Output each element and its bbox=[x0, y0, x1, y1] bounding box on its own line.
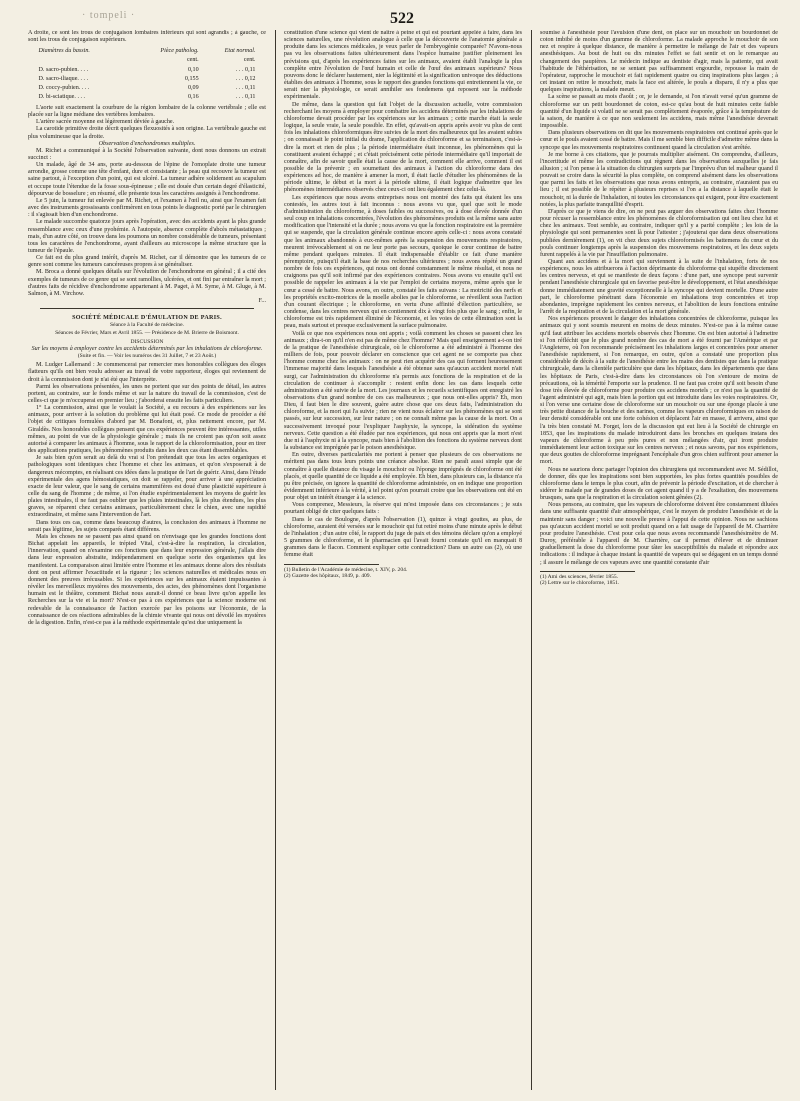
newspaper-page bbox=[22, 0, 782, 1101]
table-header-row bbox=[38, 47, 257, 56]
paragraph: Nous ne saurions donc partager l'opinion des chirurgiens qui recommandent avec M. Sédillot, de donner, dès que les inspirations sont bien supportées, les plus fortes quantités possibles de chloroforme dans le temps le plus court, afin de prévenir la période d'excitation, et de chercher à sidérer le malade par de grandes doses de cet agent quand il y a de l'exaltation, des mouvemens brusques, sans que la respiration et la circulation soient gênées (2). bbox=[540, 466, 778, 502]
table-row bbox=[38, 75, 257, 84]
table-cell: 0,16 bbox=[187, 93, 199, 100]
paragraph: 1° La commission, ainsi que le voulait la Société, a eu recours à des expériences sur les animaux, pour arriver à la solution du problème qui lui était posé. Ce mode de procéder a été l'objet de critiques formulées d'abord par M. Bonafont, et, plus nettement encore, par M. Giraldès. Nos honorables collègues pensent que ces expériences peuvent être intéressantes, utiles mêmes, au point de vue de la physiologie générale ; mais ils ne croient pas qu'on soit assez autorisé à comparer les animaux à l'homme, sous le rapport de la chloroformisation, pour en tirer des applications pratiques, les phénomènes produits dans les deux cas étant dissemblables. bbox=[28, 405, 266, 455]
paragraph: M. Broca a donné quelques détails sur l'évolution de l'enchondrome en général ; il a cité des exemples de tumeurs de ce genre qui se sont ramollies, ulcérées, et ont fini par entraîner la mort ; d'autres faits de récidive d'enchondrome appartenant à M. Paget, à M. Syme, à M. Gluge, à M. Salmon, à M. Virchow. bbox=[28, 269, 266, 297]
discussion-heading: DISCUSSION bbox=[130, 338, 164, 345]
footnote-rule bbox=[540, 571, 635, 572]
table-cell: . . . 0,11 bbox=[235, 84, 256, 91]
table-cell: D. coccy-pubien. . . . bbox=[38, 84, 90, 91]
paragraph: constitution d'une science qui vient de naître à peine et qui est pourtant appelée à faire, dans les sciences naturelles, une révolution analogue à celle que la découverte de l'anatomie générale a produite dans les sciences médicales, je veux parler de l'embryogénie comparée? N'avons-nous pas vu les observations faites ultérieurement dans l'espèce humaine justifier pleinement les prévisions qui, d'après les expériences faites sur les animaux, avaient établi l'analogie la plus complète entre l'évolution de l'œuf humain et celle de l'œuf des animaux supérieurs? Nous pouvons donc le déclarer hautement, nier la légitimité et la signification univoque des déductions établies des animaux à l'homme, sous le rapport des grandes fonctions qui entretiennent la vie, ce serait nier la physiologie, ce serait annihiler ses fondemens qui reposent sur la méthode expérimentale. bbox=[284, 30, 522, 101]
paragraph: D'après ce que je viens de dire, on ne peut pas arguer des observations faites chez l'homme pour récuser la ressemblance entre les phénomènes de chloroformisation qui ont lieu chez lui et chez les animaux. Tout semble, au contraire, indiquer qu'il y a parité complète ; les lois de la physiologie qui sont permanentes sont là pour l'attester ; j'ajouterai que dans deux observations publiées dernièrement (1), on vit chez deux sujets chloroformisés les battemens du cœur et du pouls continuer longtemps après la suspension des mouvemens respiratoires, et les deux sujets furent rappelés à la vie par l'insufflation pulmonaire. bbox=[540, 208, 778, 258]
discussion-note: (Suite et fin. — Voir les numéros des 31 Juillet, 7 et 23 Août.) bbox=[77, 353, 217, 360]
paragraph: M. Richet a communiqué à la Société l'observation suivante, dont nous donnons un extrait succinct : bbox=[28, 147, 266, 161]
paragraph: Le malade succombe quatorze jours après l'opération, avec des accidents ayant la plus grande ressemblance avec ceux d'une pyohémie. A l'autopsie, absence complète d'abcès métastatiques ; mais, d'un autre côté, on trouve dans les poumons un nombre considérable de tumeurs, présentant tous les caractères de l'enchondrome, ayant d'ailleurs au microscope la même structure que la tumeur de l'épaule. bbox=[28, 219, 266, 254]
table-row bbox=[38, 93, 257, 102]
paragraph: Dans tous ces cas, comme dans beaucoup d'autres, la conclusion des animaux à l'homme ne serait pas légitime, les sujets comparés étant différens. bbox=[28, 519, 266, 533]
table-cell: cent. bbox=[186, 57, 199, 64]
discussion-subject: Sur les moyens à employer contre les accidents déterminés par les inhalations de chloroforme. bbox=[31, 345, 263, 352]
paragraph: La scène se passait au mois d'août ; or, je le demande, si l'on n'avait versé qu'un gramme de chloroforme sur un petit bourdonnet de coton, est-ce qu'au bout de huit minutes cette faible quantité d'un liquide si volatil ne se serait pas complètement évaporée, grâce à la température de la saison, de manière à ce que non seulement les accidens, mais même l'anesthésie devenait impossible. bbox=[540, 94, 778, 130]
table-header-cell: Pièce patholog. bbox=[160, 48, 199, 55]
table-cell: 0,10 bbox=[187, 66, 199, 73]
society-title: SOCIÉTÉ MÉDICALE D'ÉMULATION DE PARIS. bbox=[72, 315, 222, 322]
session-place: Séance à la Faculté de médecine. bbox=[110, 322, 184, 329]
paragraph: Les expériences que nous avons entreprises nous ont montré des faits qui étaient les uns contestés, les autres tout à fait inconnus : nous avons vu que, quel que soit le mode d'administration du chloroforme, à doses faibles ou successives, ou à dose élevée donnée d'un seul coup en inhalations concentrées, l'évolution des phénomènes produits est la même sans autre modification que l'intensité et la durée ; nous avons vu que la fonction respiratoire est la première qui se suspende, que la circulation générale continue encore après celle-ci : nous avons constaté que les animaux abandonnés à eux-mêmes après la suspension des mouvements respiratoires, meurent irrévocablement si on ne leur porte pas secours, quoique le cœur continue de battre même pendant quelques minutes. Il était indispensable d'établir ce fait d'une manière péremptoire, puisqu'il était la base de nos recherches ultérieures ; nous avons répété un grand nombre de fois ces expériences, qui nous ont donné constamment le même résultat, et nous ne craignons pas qu'il soit infirmé par des expériences contraires. Nous avons vu ensuite qu'il est possible de rappeler les animaux à la vie par l'emploi de certains moyens, même après que le cœur a cessé de battre. Nous avons, en outre, constaté les faits suivans : La motricité des nerfs et les propriétés excito-motrices de la moelle abolies par le chloroforme, se réveillent sous l'action d'un courant électrique ; le chloroforme, en vertu d'une affinité d'élection particulière, se condense, dans les centres nerveux qui en contiennent dix à vingt fois plus que le sang ; enfin, le chloroforme est très rapidement éliminé de l'économie, et les voies de cette élimination sont la peau, mais surtout et presque exclusivement la surface pulmonaire. bbox=[284, 194, 522, 330]
footnote: (2) Lettre sur le chloroforme, 1851. bbox=[540, 580, 620, 587]
column-1 bbox=[28, 30, 266, 1090]
paragraph: Le 5 juin, la tumeur fut enlevée par M. Richet, et l'examen à l'œil nu, ainsi que l'examen fait avec des instruments grossissants confirmèrent en tous points le diagnostic porté par le chirurgien : il s'agissait bien d'un enchondrome. bbox=[28, 197, 266, 219]
paragraph: En outre, diverses particularités me portent à penser que plusieurs de ces observations ne méritent pas dans tous leurs points une créance absolue. Rien ne paraît aussi simple que de connaître à quelle distance du visage le mouchoir ou l'éponge imprégnés de chloroforme ont été placés, et quelle quantité de ce liquide a été employée. Eh bien, dans plusieurs cas, la distance n'a pu être précisée, on ignore la quantité de chloroforme administrée, on en indique une proportion évidemment inférieure à la vérité, à tel point qu'on pourrait croire que les observations ont été en pour objet un intérêt étranger à la science. bbox=[284, 452, 522, 502]
table-cell: 0,09 bbox=[187, 84, 199, 91]
table-cell: 0,155 bbox=[184, 75, 199, 82]
footnote: (1) Ami des sciences, février 1855. bbox=[540, 573, 619, 580]
table-cell: . . . 0,11 bbox=[235, 93, 256, 100]
column-3 bbox=[540, 30, 778, 1090]
column-divider bbox=[275, 30, 276, 1090]
table-cell: . . . 0,12 bbox=[235, 75, 256, 82]
section-divider bbox=[40, 308, 254, 312]
table-units-row bbox=[38, 56, 257, 65]
paragraph: Dans le cas de Boulogne, d'après l'observation (1), quinze à vingt gouttes, au plus, de chloroforme, auraient été versées sur le mouchoir qui fut retiré moins d'une minute après le début de l'inhalation ; d'un autre côté, le rapport du juge de paix et des témoins déclare qu'on a employé 5 grammes de chloroforme, et le pharmacien qui l'avait fourni constate qu'il en manquait 8 grammes dans le flacon. Comment expliquer cette contradiction? Dans un autre cas (2), où une femme était bbox=[284, 516, 522, 559]
paragraph: Nous pensons, au contraire, que les vapeurs de chloroforme doivent être constamment diluées dans une suffisante quantité d'air atmosphérique, c'est le moyen de produire l'anesthésie et de la maintenir sans danger ; voici une nouvelle preuve à l'appui de cette opinion. Nous ne sachions pas qu'aucun accident mortel se soit produit quand on a fait usage de l'appareil de M. Charrière pour produire l'anesthésie. C'est pour cela que nous avons recommandé l'anesthésimètre de M. Duroy, préférable à l'appareil de M. Charrière, car il permet d'élever et de diminuer graduellement la dose du chloroforme pour tâter les susceptibilités du malade et répondre aux indications : il indique à chaque instant la quantité de vapeurs qui se dégagent en un temps donné ; il assure le mélange de ces vapeurs avec une quantité constante d'air bbox=[540, 502, 778, 566]
page-number: 522 bbox=[390, 10, 414, 27]
table-header-cell: Etat normal. bbox=[224, 48, 256, 55]
session-dates: Séances de Février, Mars et Avril 1855. — Présidence de M. Brierre de Boismont. bbox=[55, 329, 239, 336]
column-2 bbox=[284, 30, 522, 1090]
paragraph: Voilà ce que nos expériences nous ont appris ; voilà comment les choses se passent chez les animaux ; dira-t-on qu'il n'en est pas de même chez l'homme? Mais quel enseignement a-t-on tiré de la pratique de l'anesthésie chirurgicale, où le chloroforme a été administré à l'homme des milliers de fois, pour pouvoir déclarer en conscience que cet agent ne se comporte pas chez l'homme comme chez les animaux : on ne peut rien acquérir des cas qui forment heureusement l'immense majorité dans lesquels l'anesthésie a été obtenue sans qu'aucun accident mortel n'ait surgi, car l'administration du chloroforme n'a permis aux fonctions de la respiration et de la circulation de continuer à s'accomplir : restent enfin donc les cas dans lesquels cette administration a été suivie de la mort. Les journaux et les recueils scientifiques ont enregistré les observations d'un grand nombre de ces cas malheureux ; que nous ont-elles appris? Eh, mon Dieu, il faut bien le dire souvent, guère autre chose que ces deux faits, l'administration du chloroforme, et la mort qui l'a suivie ; rien ne vient nous éclairer sur les phénomènes qui se sont passés, sur leur succession, sur leur nature ; on ne connaît même pas la cause de la mort. On a successivement invoqué pour l'expliquer l'asphyxie, la syncope, la sidération du système nerveux. Cette question a été éludée par nos expériences, qui nous ont appris que la mort n'est due ni à l'asphyxie ni à la syncope, mais bien à l'abolition des fonctions du système nerveux dont la substance est imprégnée par le poison anesthésique. bbox=[284, 330, 522, 452]
table-row bbox=[38, 84, 257, 93]
table-header-cell: Diamètres du bassin. bbox=[38, 48, 90, 55]
table-cell: cent. bbox=[243, 57, 256, 64]
signature: F... bbox=[258, 298, 266, 305]
paragraph: La carotide primitive droite décrit quelques flexuosités à son origine. La vertébrale gauche est plus volumineuse que la droite. bbox=[28, 126, 266, 140]
footnote: (1) Bulletin de l'Académie de médecine, t. XIV, p. 204. bbox=[284, 566, 408, 573]
table-cell: D. sacro-iliaque. . . . bbox=[38, 75, 89, 82]
observation-title: Observation d'enchondromes multiples. bbox=[98, 140, 196, 147]
faded-mark: · tompeli · bbox=[82, 10, 136, 21]
paragraph: Mais les choses ne se passent pas ainsi quand on n'envisage que les grandes fonctions dont Bichat appelait les appareils, le trépied Vital, c'est-à-dire la respiration, la circulation, l'innervation, quand on n'examine ces fonctions que dans leur expression générale, j'allais dire dans leur expression abstraite, indépendamment en quelque sorte des organismes qui les manifestent. La comparaison ainsi limitée entre l'homme et les animaux donne alors des résultats dont on peut affirmer l'exactitude et la rigueur ; les sciences naturelles et médicales nous en donnent des preuves irrécusables. Si les expériences sur les animaux étaient impuissantes à révéler les merveilleux mystères des mouvements, des actes, des phénomènes dont l'organisme humain est le théâtre, comment Bichat nous aurait-il donné ce beau livre qu'on appelle les Recherches sur la vie et la mort? N'est-ce pas à ces expériences que la science moderne est redevable de la connaissance de l'action exercée par les poisons sur l'économie, de la connaissance de ces réactions admirables de la chimie vivante qui nous ont dévoilé les mystères de la digestion. Enfin, n'est-ce pas à la méthode expérimentale qu'est due uniquement la bbox=[28, 533, 266, 626]
column-divider bbox=[531, 30, 532, 1090]
paragraph: Parmi les observations présentées, les unes ne portent que sur des points de détail, les autres portent, au contraire, sur le fonds même et sur la nature du travail de la commission, c'est de celles-ci que je m'occuperai en premier lieu ; j'aborderai ensuite les faits particuliers. bbox=[28, 383, 266, 404]
pelvis-diameters-table bbox=[38, 47, 257, 102]
paragraph: L'artère sacrée moyenne est légèrement déviée à gauche. bbox=[36, 119, 175, 126]
paragraph: Vous comprenez, Messieurs, la réserve qui m'est imposée dans ces circonstances ; je suis pourtant obligé de citer quelques faits : bbox=[284, 502, 522, 516]
paragraph: De même, dans la question qui fait l'objet de la discussion actuelle, votre commission recherchant les moyens à employer pour combattre les accidens déterminés par les inhalations de chloroforme devait procéder par les expériences sur les animaux ; cette marche était la seule logique, la seule vraie, la seule possible. En effet, qu'avait-on appris après avoir vu plus de cent fois les inhalations chloroformiques être suivies de la mort des malheureux qui les avaient subies ; on connaissait le point initial du drame, l'application du chloroforme et sa terminaison, c'est-à-dire la mort et rien de plus ; la période intermédiaire était inconnue, les phénomènes qui la constituent avaient échappé ; et c'était précisément cette période intermédiaire qu'il importait de connaître, afin de savoir quelle était la cause de la mort, comment elle arrive, comment il est possible de la prévenir ; en soumettant des animaux à l'action du chloroforme dans des expériences ad hoc, de manière à amener la mort, il était facile d'étudier les phénomènes de la période ultime, le début et la mort à la période ultime, il était logique d'admettre que les phénomènes intermédiaires observés chez ceux-ci ont lieu également chez celui-là. bbox=[284, 101, 522, 194]
table-cell bbox=[38, 56, 130, 65]
table-cell: D. bi-sciatique. . . . bbox=[38, 93, 86, 100]
table-cell: D. sacro-pubien. . . . bbox=[38, 66, 89, 73]
paragraph: Dans plusieurs observations on dit que les mouvements respiratoires ont continué après que le cœur et le pouls avaient cessé de battre. Mais il me semble bien difficile d'admettre même dans la syncope que les mouvements respiratoires continuent quand la circulation s'est arrêtée. bbox=[540, 130, 778, 151]
page-header bbox=[22, 10, 782, 30]
table-row bbox=[38, 66, 257, 75]
paragraph: Ce fait est du plus grand intérêt, d'après M. Richet, car il démontre que les tumeurs de ce genre sont comme les tumeurs cancéreuses propres à se généraliser. bbox=[28, 255, 266, 269]
paragraph: L'aorte suit exactement la courbure de la région lombaire de la colonne vertébrale ; elle est placée sur la ligne médiane des vertèbres lombaires. bbox=[28, 104, 266, 119]
paragraph: Quant aux accidens et à la mort qui surviennent à la suite de l'inhalation, forts de nos expériences, nous les attribuerons à l'action déprimante du chloroforme qui stupéfie directement les centres nerveux, et qui se manifeste de deux façons : d'une part, une syncope peut survenir pendant l'anesthésie chirurgicale qui en favorise peut-être le développement, et l'état anesthésique donne immédiatement une gravité exceptionnelle à la syncope qui devient mortelle. D'une autre part, le chloroforme pénétrant dans l'économie en inhalations trop concentrées et trop abondantes, imprègne rapidement les centres nerveux, et l'abolition de leurs fonctions entraîne l'arrêt de la respiration et de la circulation et la mort générale. bbox=[540, 259, 778, 316]
paragraph: Nos expériences prouvent le danger des inhalations concentrées de chloroforme, puisque les animaux qui y sont soumis meurent en moins de deux minutes. N'est-ce pas à la même cause qu'il faut attribuer les accidens mortels observés chez l'homme. On est bien autorisé à l'admettre si l'on réfléchit que le plus grand nombre des cas de mort a été fourni par l'Amérique et par l'Angleterre, où l'on recommande précisément les inhalations larges et concentrées pour amener l'anesthésie rapidement, si l'on remarque, en outre, qu'on a constaté une proportion plus considérable de décès à la suite de l'anesthésie entre les mains des dentistes que dans la pratique chirurgicale, dans la clientèle particulière que dans les hôpitaux, dans les départements que dans les hôpitaux de Paris, c'est-à-dire dans les circonstances où l'on s'entoure de moins de précautions, où la témérité l'emporte sur la prudence. Il ne faut pas croire qu'il soit besoin d'une dose très élevée de chloroforme pour produire ces accidens mortels ; ce n'est pas la quantité de l'agent administré qui agit, mais bien la portion qui est introduite dans les voies respiratoires. Or, si l'on verse une certaine dose de chloroforme sur un mouchoir ou sur une éponge placée à une très petite distance de la bouche et des narines, comme les vapeurs chloroformiques en raison de leur densité considérable ont une forte cohésion et déplacent l'air en masse, il arrivera, ainsi que l'a très bien constaté M. Forget, lors de la discussion qui eut lieu à la Société de chirurgie en 1853, que les inspirations du malade introduiront dans les bronches en quelques instans des vapeurs de chloroforme à peu près pures et non mélangées d'air, qui iront produire immédiatement leur action toxique sur les centres nerveux ; et nous savons, par nos expériences, que deux gouttes de chloroforme imprégnant l'encéphale d'un gros chien suffiront pour amener la mort. bbox=[540, 316, 778, 466]
footnote: (2) Gazette des hôpitaux, 1849, p. 409. bbox=[284, 573, 371, 580]
paragraph: Je sais bien qu'on serait au delà du vrai si l'on prétendait que tous les actes organiques et pathologiques sont identiques chez l'homme et chez les animaux, et qu'on s'exposerait à de dangereux mécomptes, en réalisant ces idées dans la pratique de l'art de guérir. Ainsi, dans l'étude expérimentale des agens hémostatiques, on doit se rappeler, pour arriver à une appréciation exacte de leur valeur, que le sang de certains mammifères est doué d'une plasticité supérieure à celle du sang de l'homme ; de même, si l'on étudie expérimentalement les moyens de guérir les plaies intestinales, il ne faut pas oublier que les plaies intestinales, là les plus étendues, les plus graves, se réparent chez certains animaux, particulièrement chez le chien, avec une rapidité extraordinaire, et même sans l'intervention de l'art. bbox=[28, 455, 266, 519]
paragraph: Je me borne à ces citations, que je pourrais multiplier aisément. On comprendra, d'ailleurs, l'incertitude et même les contradictions qui règnent dans les observations auxquelles je fais allusion ; si l'on pense à la situation du chirurgien surpris par l'imprévu d'un tel malheur quand il pouvait se croire dans la sécurité la plus complète, on comprend aisément dans les observations que parmi les faits et les observations que nous avons entrepris, au contraire, n'auraient pas eu lieu ; il est possible de le répéter à plusieurs reprises si l'on a la distance à laquelle était le mouchoir, ni la durée de l'inhalation, ni toutes les circonstances qui exigent, pour être exactement notées, la plus parfaite tranquillité d'esprit. bbox=[540, 151, 778, 208]
table-cell: . . . 0,11 bbox=[235, 66, 256, 73]
paragraph: Un malade, âgé de 34 ans, porte au-dessous de l'épine de l'omoplate droite une tumeur arrondie, grosse comme une tête d'enfant, dure et consistante ; la peau qui recouvre la tumeur est saine partout, à l'exception d'un point, qui est ulcéré. La tumeur adhère solidement au scapulum et occupe toute l'étendue de la fosse sous-épineuse ; elle est douée d'un certain degré d'élasticité, dépourvue de bosselure ; en résumé, elle présente tous les caractères assignés à l'enchondrome. bbox=[28, 162, 266, 197]
paragraph: M. Ludger Lallemand : Je commencerai par remercier mes honorables collègues des éloges flatteurs qu'ils ont bien voulu adresser au travail de votre rapporteur, éloges qui reviennent de droit à la commission dont je n'ai été que l'interprète. bbox=[28, 362, 266, 383]
paragraph: soumise à l'anesthésie pour l'avulsion d'une dent, on place sur un mouchoir un bourdonnet de coton imbibé de moins d'un gramme de chloroforme. La malade approche le mouchoir de son nez et respire à quelque distance, de manière à permettre le mélange de l'air et des vapeurs anesthésiques. Au bout de huit ou dix minutes l'effet se fait sentir et on le remarque au changement des paupières. Le médecin indique au dentiste d'agir, mais la patiente, qui avait l'habitude de l'éthérisation, ne se sentant pas suffisamment engourdie, repousse la main de l'opérateur, rapproche le mouchoir et fait rapidement quatre ou cinq inspirations plus larges ; à cet instant on retire le mouchoir, mais la face est altérée, le pouls a disparu, il n'y a plus que quelques inspirations, la malade meurt. bbox=[540, 30, 778, 94]
footnote-rule bbox=[284, 564, 379, 565]
paragraph: A droite, ce sont les trous de conjugaison lombaires inférieurs qui sont agrandis ; à gauche, ce sont les trous de conjugaison supérieurs. bbox=[28, 30, 266, 44]
